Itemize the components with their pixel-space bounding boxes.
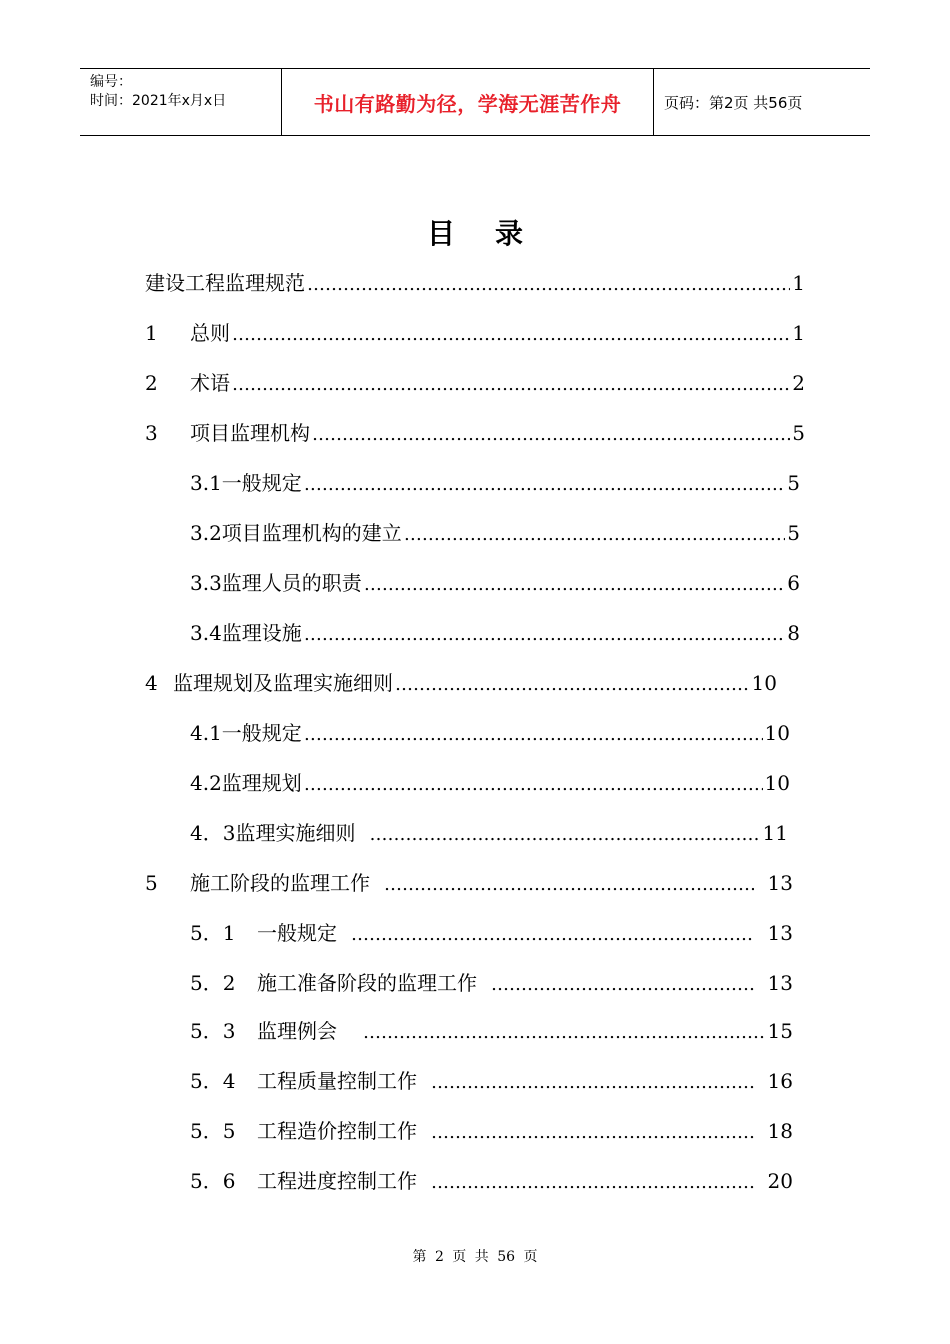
toc-entry-text: 施工准备阶段的监理工作: [257, 971, 477, 995]
toc-entry-text: 施工阶段的监理工作: [190, 871, 370, 895]
toc-leader-dots: [431, 1118, 754, 1148]
toc-entry-text: 工程造价控制工作: [257, 1119, 417, 1143]
toc-entry-text: 4.1一般规定: [190, 721, 302, 745]
toc-entry-text: 4．3监理实施细则: [190, 821, 356, 845]
toc-entry-number: 5．1: [190, 921, 236, 945]
header-page-info: 页码：第2页 共56页: [664, 93, 803, 112]
toc-entry-page: 13: [767, 921, 793, 945]
toc-entry-number: 5．2: [190, 971, 236, 995]
toc-entry-text: 监理规划及监理实施细则: [173, 671, 393, 695]
toc-leader-dots: [304, 620, 785, 650]
toc-entry-text: 3.1一般规定: [190, 471, 302, 495]
toc-entry-page: 6: [787, 571, 800, 595]
toc-leader-dots: [491, 970, 754, 1000]
toc-entry-page: 13: [767, 971, 793, 995]
toc-entry[interactable]: [145, 368, 805, 398]
toc-entry-text: 一般规定: [257, 921, 337, 945]
toc-leader-dots: [232, 370, 790, 400]
toc-entry-text: 总则: [190, 321, 230, 345]
toc-leader-dots: [312, 420, 790, 450]
toc-entry-text: 3.4监理设施: [190, 621, 302, 645]
toc-entry-page: 15: [767, 1019, 793, 1043]
toc-leader-dots: [364, 570, 785, 600]
toc-leader-dots: [232, 320, 790, 350]
toc-entry-text: 4.2监理规划: [190, 771, 302, 795]
toc-leader-dots: [431, 1168, 754, 1198]
toc-leader-dots: [304, 470, 785, 500]
toc-entry-page: 13: [767, 871, 793, 895]
toc-entry-number: 1: [145, 321, 158, 345]
toc-entry-number: 5: [145, 871, 158, 895]
toc-entry[interactable]: [190, 1166, 793, 1196]
toc-entry-number: 5．4: [190, 1069, 236, 1093]
toc-leader-dots: [431, 1068, 754, 1098]
toc-entry[interactable]: [190, 968, 793, 998]
toc-entry-page: 5: [792, 421, 805, 445]
toc-entry[interactable]: [190, 768, 790, 798]
toc-entry-number: 5．6: [190, 1169, 236, 1193]
toc-entry-text: 建设工程监理规范: [145, 271, 305, 295]
toc-entry[interactable]: [190, 918, 793, 948]
toc-entry-text: 工程进度控制工作: [257, 1169, 417, 1193]
toc-entry-number: 2: [145, 371, 158, 395]
toc-entry-page: 10: [764, 771, 790, 795]
toc-entry[interactable]: [190, 468, 800, 498]
toc-entry[interactable]: [145, 318, 805, 348]
toc-entry-page: 8: [787, 621, 800, 645]
toc-entry-page: 16: [767, 1069, 793, 1093]
toc-entry-page: 10: [751, 671, 777, 695]
toc-leader-dots: [404, 520, 785, 550]
page-footer: 第 2 页 共 56 页: [412, 1249, 538, 1265]
toc-leader-dots: [369, 820, 760, 850]
toc-entry-text: 3.3监理人员的职责: [190, 571, 362, 595]
toc-leader-dots: [304, 720, 763, 750]
toc-entry-page: 11: [762, 821, 788, 845]
toc-entry-page: 2: [792, 371, 805, 395]
toc-entry[interactable]: [190, 568, 800, 598]
toc-entry-page: 1: [792, 271, 805, 295]
toc-entry[interactable]: [190, 1116, 793, 1146]
number-label: 编号：: [90, 74, 132, 90]
toc-entry[interactable]: [190, 618, 800, 648]
toc-entry[interactable]: [145, 668, 777, 698]
toc-leader-dots: [363, 1018, 766, 1048]
toc-leader-dots: [351, 920, 754, 950]
toc-entry-text: 工程质量控制工作: [257, 1069, 417, 1093]
toc-entry-number: 5．5: [190, 1119, 236, 1143]
header-motto: 书山有路勤为径，学海无涯苦作舟: [282, 69, 654, 135]
toc-entry-page: 5: [787, 521, 800, 545]
toc-leader-dots: [307, 270, 790, 300]
toc-entry[interactable]: [145, 868, 793, 898]
toc-leader-dots: [395, 670, 750, 700]
toc-entry[interactable]: [190, 1066, 793, 1096]
toc-entry[interactable]: [190, 718, 790, 748]
toc-entry-number: 5．3: [190, 1019, 236, 1043]
toc-title-char-1: 目: [426, 217, 455, 250]
toc-entry[interactable]: [190, 1016, 793, 1046]
toc-entry[interactable]: [145, 418, 805, 448]
toc-entry[interactable]: [145, 268, 805, 298]
toc-entry-page: 5: [787, 471, 800, 495]
toc-entry[interactable]: [190, 518, 800, 548]
toc-leader-dots: [304, 770, 763, 800]
toc-entry-text: 术语: [190, 371, 230, 395]
toc-entry-page: 18: [767, 1119, 793, 1143]
toc-entry-number: 3: [145, 421, 158, 445]
toc-entry-page: 10: [764, 721, 790, 745]
toc-entry-text: 项目监理机构: [190, 421, 310, 445]
toc-title-char-2: 录: [495, 217, 524, 250]
toc-entry-page: 20: [767, 1169, 793, 1193]
toc-entry-number: 4: [145, 671, 158, 695]
toc-entry-text: 监理例会: [257, 1019, 337, 1043]
toc-entry[interactable]: [190, 818, 788, 848]
toc-leader-dots: [384, 870, 754, 900]
toc-entry-page: 1: [792, 321, 805, 345]
time-label: 时间：2021年x月x日: [90, 93, 227, 109]
toc-entry-text: 3.2项目监理机构的建立: [190, 521, 402, 545]
